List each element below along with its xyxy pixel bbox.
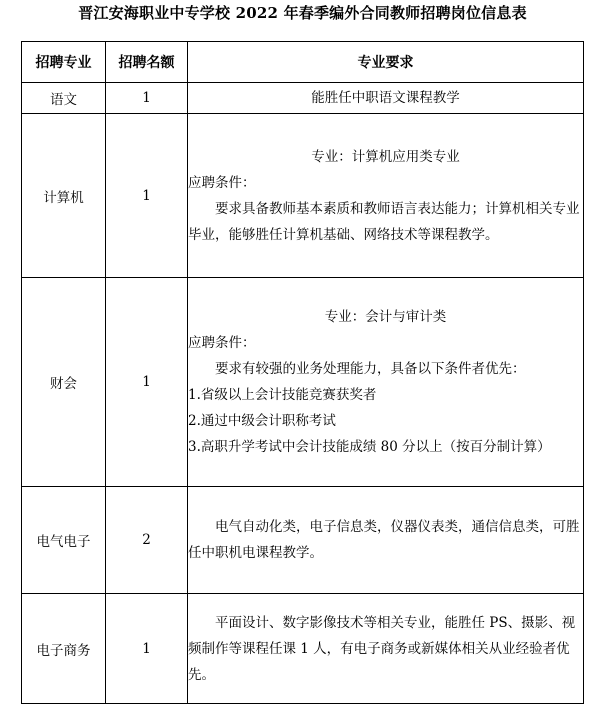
requirement-line: 能胜任中职语文课程教学 xyxy=(311,90,460,106)
table-row xyxy=(22,83,584,114)
table-row xyxy=(22,114,584,278)
requirements-cell xyxy=(188,487,584,594)
table-row xyxy=(22,594,584,704)
header-count: 招聘名额 xyxy=(106,42,188,83)
count-cell: 1 xyxy=(106,278,188,487)
header-requirements: 专业要求 xyxy=(188,42,584,83)
recruitment-table xyxy=(21,41,584,704)
table-row xyxy=(22,487,584,594)
major-cell: 语文 xyxy=(22,83,106,114)
count-cell: 2 xyxy=(106,487,188,594)
major-cell: 财会 xyxy=(22,278,106,487)
requirement-line: 应聘条件： xyxy=(188,174,256,191)
table-header-row xyxy=(22,42,584,83)
count-cell: 1 xyxy=(106,83,188,114)
header-major: 招聘专业 xyxy=(22,42,106,83)
page-title: 晋江安海职业中专学校 2022 年春季编外合同教师招聘岗位信息表 xyxy=(78,4,527,22)
table-row xyxy=(22,278,584,487)
requirements-cell xyxy=(188,594,584,704)
requirement-line: 要求具备教师基本素质和教师语言表达能力；计算机相关专业毕业，能够胜任计算机基础、网络技术等课程教学。 xyxy=(188,200,580,243)
major-cell: 电气电子 xyxy=(22,487,106,594)
count-cell: 1 xyxy=(106,114,188,278)
requirement-line: 电气自动化类，电子信息类，仪器仪表类，通信信息类，可胜任中职机电课程教学。 xyxy=(188,519,580,561)
major-cell: 电子商务 xyxy=(22,594,106,704)
requirement-line: 专业：计算机应用类专业 xyxy=(311,148,460,165)
requirement-line: 2.通过中级会计职称考试 xyxy=(188,413,336,429)
requirement-line: 应聘条件： xyxy=(188,335,256,351)
requirement-line: 3.高职升学考试中会计技能成绩 80 分以上（按百分制计算） xyxy=(188,439,551,455)
requirement-line: 专业：会计与审计类 xyxy=(324,309,447,325)
requirements-cell xyxy=(188,83,584,114)
requirement-line: 1.省级以上会计技能竞赛获奖者 xyxy=(188,387,377,403)
count-cell: 1 xyxy=(106,594,188,704)
requirements-cell xyxy=(188,278,584,487)
major-cell: 计算机 xyxy=(22,114,106,278)
requirement-line: 要求有较强的业务处理能力，具备以下条件者优先： xyxy=(215,361,526,377)
requirements-cell xyxy=(188,114,584,278)
requirement-line: 平面设计、数字影像技术等相关专业，能胜任 PS、摄影、视频制作等课程任课 1 人，有电子商务或新媒体相关从业经验者优先。 xyxy=(188,614,576,683)
